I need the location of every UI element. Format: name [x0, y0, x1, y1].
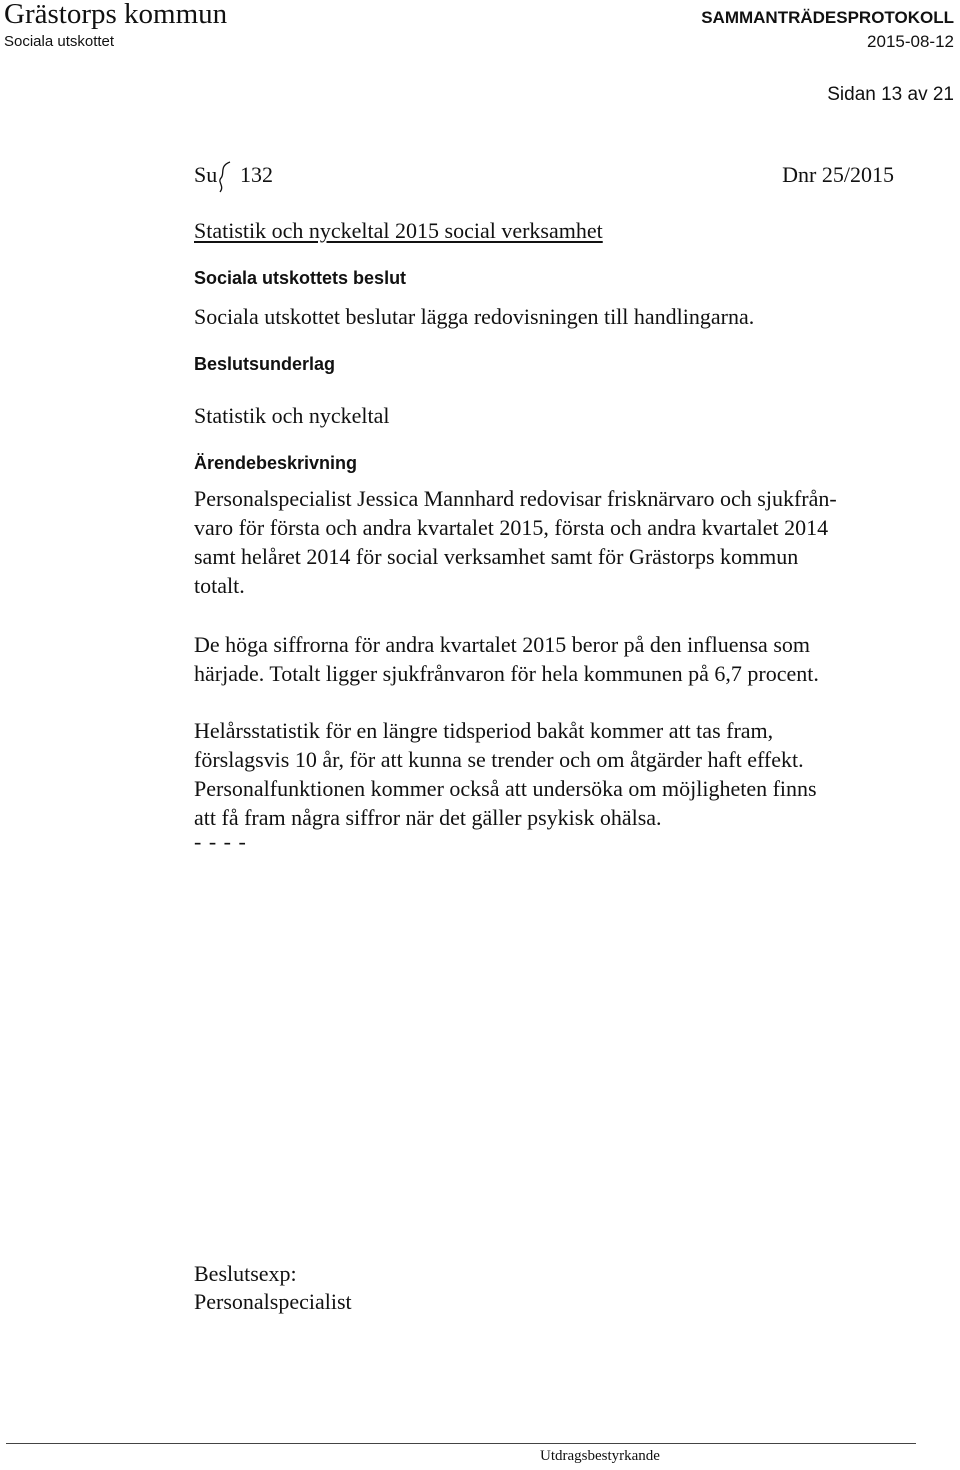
paragraph-row: [194, 162, 894, 192]
paragraph-number: 132: [240, 162, 273, 187]
text-line: Personalspecialist Jessica Mannhard redovisar frisknärvaro och sjukfrån-: [194, 486, 837, 511]
basis-heading: Beslutsunderlag: [194, 354, 336, 374]
description-heading: Ärendebeskrivning: [194, 453, 358, 473]
municipality-name: Grästorps kommun: [4, 0, 228, 30]
footer-divider: [6, 1443, 916, 1444]
text-line: härjade. Totalt ligger sjukfrånvaron för hela kommunen på 6,7 procent.: [194, 661, 819, 686]
committee-name: Sociala utskottet: [4, 33, 115, 50]
decision-text: Sociala utskottet beslutar lägga redovisningen till handlingarna.: [194, 304, 755, 329]
text-line: förslagsvis 10 år, för att kunna se trender och om åtgärder haft effekt.: [194, 747, 804, 772]
footer-label: Utdragsbestyrkande: [540, 1448, 660, 1464]
text-line: samt helåret 2014 för social verksamhet samt för Grästorps kommun: [194, 544, 799, 569]
document-type: SAMMANTRÄDESPROTOKOLL: [701, 8, 954, 27]
page-title: Statistik och nyckeltal 2015 social verksamhet: [194, 218, 603, 243]
text-line: att få fram några siffror när det gäller psykisk ohälsa.: [194, 805, 662, 830]
dispatch-recipient: Personalspecialist: [194, 1289, 352, 1314]
diary-number: Dnr 25/2015: [782, 162, 894, 187]
text-line: varo för första och andra kvartalet 2015, första och andra kvartalet 2014: [194, 515, 829, 540]
page-number: Sidan 13 av 21: [827, 84, 954, 105]
paragraph-label: Su: [194, 162, 218, 187]
section-sign-icon: [215, 160, 235, 199]
description-paragraph-2: [194, 630, 894, 688]
basis-text: Statistik och nyckeltal: [194, 403, 390, 428]
meeting-date: 2015-08-12: [867, 32, 954, 51]
text-line: De höga siffrorna för andra kvartalet 2015 beror på den influensa som: [194, 632, 810, 657]
description-paragraph-1: [194, 484, 894, 600]
description-paragraph-3: [194, 716, 894, 832]
text-line: totalt.: [194, 573, 245, 598]
text-line: Helårsstatistik för en längre tidsperiod bakåt kommer att tas fram,: [194, 718, 774, 743]
end-marker: - - - -: [194, 829, 247, 854]
dispatch-label: Beslutsexp:: [194, 1261, 297, 1286]
decision-heading: Sociala utskottets beslut: [194, 268, 407, 288]
text-line: Personalfunktionen kommer också att undersöka om möjligheten finns: [194, 776, 817, 801]
